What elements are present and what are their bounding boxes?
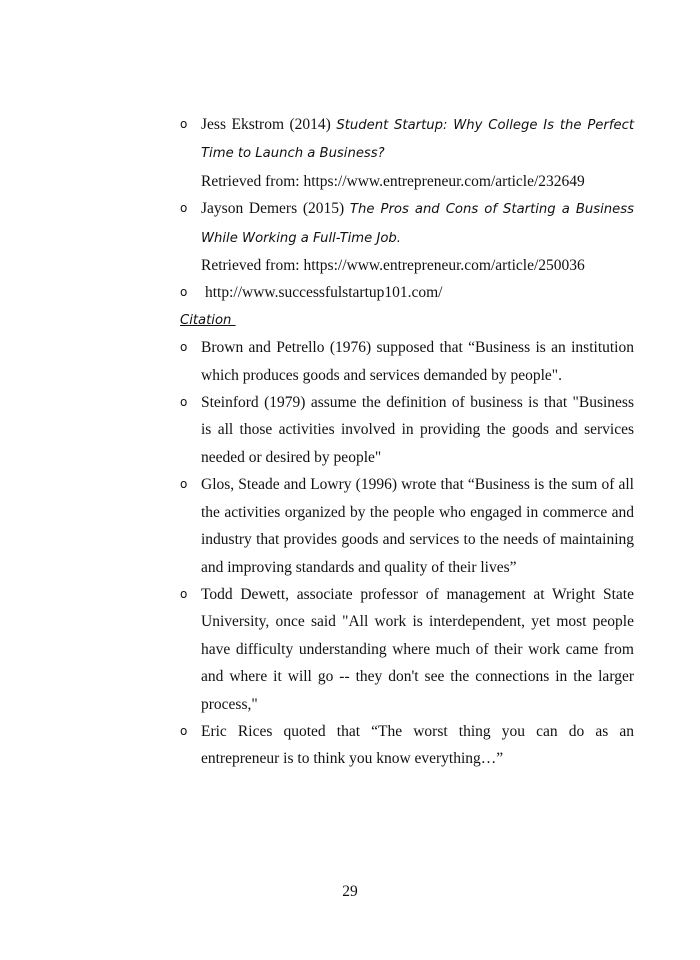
bullet-marker: o: [180, 117, 188, 131]
bullet-marker: o: [180, 477, 188, 492]
citation-text: Todd Dewett, associate professor of management at Wright State University, once said "All work is interdependent, yet most people have difficulty understanding where much of their work came from and where it will go -- they don't see the connections in the larger process,": [201, 585, 634, 713]
reference-item: [180, 279, 634, 306]
citation-item: [180, 471, 634, 581]
bullet-marker: o: [180, 395, 188, 410]
bullet-marker: o: [180, 723, 188, 738]
reference-item: [180, 195, 634, 279]
bullet-marker: o: [180, 586, 188, 601]
page-content: [180, 111, 634, 773]
citation-text: Eric Rices quoted that “The worst thing you can do as an entrepreneur is to think you know everything…”: [201, 722, 634, 768]
reference-title: Student Startup: Why College Is the Perfect Time to Launch a Business?: [201, 118, 634, 162]
reference-author: Jayson Demers (2015): [201, 200, 345, 218]
reference-retrieved: Retrieved from: https://www.entrepreneur.com/article/250036: [201, 257, 585, 275]
citation-text: Steinford (1979) assume the definition of business is that "Business is all those activities involved in providing the goods and services needed or desired by people": [201, 394, 634, 466]
citation-heading: Citation: [180, 312, 236, 328]
reference-item: [180, 111, 634, 195]
bullet-marker: o: [180, 340, 188, 355]
reference-title: The Pros and Cons of Starting a Business While Working a Full-Time Job.: [201, 202, 634, 246]
citation-item: [180, 581, 634, 718]
reference-url: http://www.successfulstartup101.com/: [205, 284, 443, 302]
reference-retrieved: Retrieved from: https://www.entrepreneur.com/article/232649: [201, 172, 585, 190]
citation-item: [180, 718, 634, 773]
citation-item: [180, 334, 634, 389]
page-number: 29: [342, 883, 358, 900]
bullet-marker: o: [180, 201, 188, 216]
bullet-marker: o: [180, 285, 188, 300]
citation-text: Brown and Petrello (1976) supposed that “Business is an institution which produces goods and services demanded by people".: [201, 339, 634, 384]
citation-text: Glos, Steade and Lowry (1996) wrote that “Business is the sum of all the activities organized by the people who engaged in commerce and industry that provides goods and services to the needs of maintaining and improving standards and quality of their lives”: [201, 476, 634, 576]
citation-item: [180, 389, 634, 471]
reference-author: Jess Ekstrom (2014): [201, 116, 331, 133]
